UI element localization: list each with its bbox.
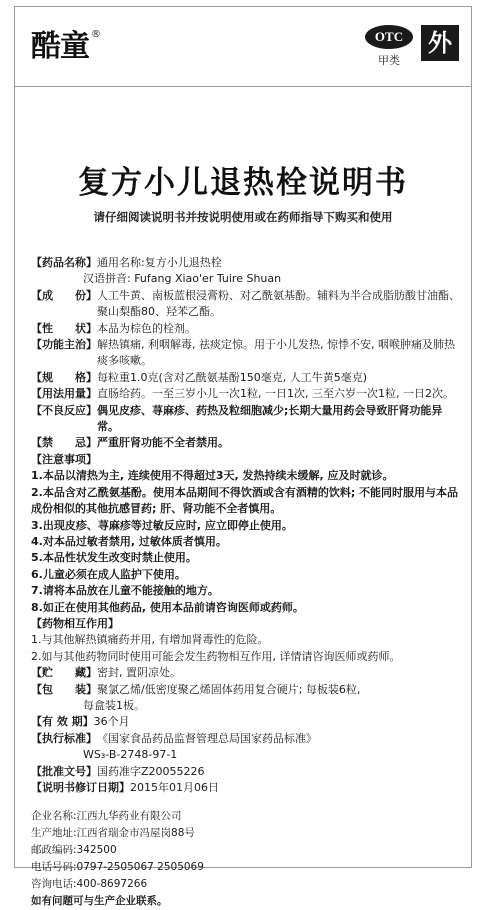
pinyin-name: 汉语拼音: Fufang Xiao'er Tuire Shuan [83,272,282,286]
section-label: 【包 装】 [31,682,97,696]
interaction-label: 【药物相互作用】 [31,616,119,630]
section-value: 通用名称:复方小儿退热栓 [97,256,222,269]
section-storage [31,665,461,681]
company-field-value: 0797-2505067 2505069 [76,861,204,874]
page-title: 复方小儿退热栓说明书 [78,165,408,201]
section-value: 严重肝肾功能不全者禁用。 [97,436,229,450]
company-address-row [31,825,461,842]
section-value: 本品为棕色的栓剂。 [97,321,196,335]
external-use-badge: 外 [421,25,459,61]
brand-logo [31,27,101,67]
section-approval [31,764,461,780]
section-label: 【贮 藏】 [31,666,97,680]
company-phone-row [31,859,461,876]
note-item: 6.儿童必须在成人监护下使用。 [31,567,186,581]
section-label: 【功能主治】 [31,338,97,352]
section-value: 每粒重1.0克(含对乙酰氨基酚150毫克, 人工牛黄5毫克) [97,370,368,384]
registered-mark: ® [91,29,101,40]
note-item: 2.本品含对乙酰氨基酚。使用本品期间不得饮酒或含有酒精的饮料; 不能同时服用与本品成份相似的其他抗感冒药; 肝、肾功能不全者慎用。 [31,485,459,516]
section-label: 【成 份】 [31,288,97,302]
section-indication [31,337,461,370]
company-name-row [31,808,461,825]
note-item: 5.本品性状发生改变时禁止使用。 [31,551,197,565]
section-label: 【药品名称】 [31,256,97,269]
section-value: 密封, 置阴凉处。 [97,666,181,680]
section-contraindication [31,435,461,451]
section-adverse [31,403,461,436]
company-field-label: 邮政编码: [31,844,77,857]
section-package [31,682,461,698]
section-value: 解热镇痛, 利咽解毒, 祛痰定惊。用于小儿发热, 惊悸不安, 咽喉肿痛及肺热痰多咳嗽。 [97,338,455,368]
note-item: 4.对本品过敏者禁用, 过敏体质者慎用。 [31,534,227,548]
section-label: 【禁 忌】 [31,436,97,450]
header-bar [15,7,471,87]
section-validity [31,714,461,730]
contact-note: 如有问题可与生产企业联系。 [31,895,168,908]
notes-label: 【注意事项】 [31,452,97,466]
page-subtitle: 请仔细阅读说明书并按说明使用或在药师指导下购买和使用 [93,210,393,224]
company-field-label: 企业名称: [31,810,77,823]
note-item: 1.本品以清热为主, 连续使用不得超过3天, 发热持续未缓解, 应及时就诊。 [31,469,394,483]
otc-badge [359,25,419,68]
section-revision [31,780,461,796]
company-consult-row [31,876,461,893]
otc-label: OTC [365,25,413,49]
section-value: 《国家食品药品监督管理总局国家药品标准》 [97,731,317,745]
interaction-item: 1.与其他解热镇痛药并用, 有增加肾毒性的危险。 [31,633,269,647]
section-value: 国药准字Z20055226 [97,764,205,778]
section-spec [31,370,461,386]
section-label: 【用法用量】 [31,387,97,401]
section-label: 【执行标准】 [31,731,97,745]
leaflet-frame [14,6,472,908]
leaflet-content [31,255,461,910]
section-composition [31,288,461,321]
section-standard [31,731,461,747]
package-continued: 每盒装1板。 [83,698,145,712]
section-label: 【性 状】 [31,321,97,335]
interaction-item: 2.如与其他药物同时使用可能会发生药物相互作用, 详情请咨询医师或药师。 [31,649,401,663]
section-name [31,255,461,271]
note-item: 7.请将本品放在儿童不能接触的地方。 [31,584,219,598]
company-field-label: 电话号码: [31,861,77,874]
section-label: 【有 效 期】 [31,715,94,729]
note-item: 3.出现皮疹、荨麻疹等过敏反应时, 应立即停止使用。 [31,518,293,532]
company-field-label: 咨询电话: [31,878,77,891]
company-field-value: 342500 [76,844,117,857]
note-item: 8.如正在使用其他药品, 使用本品前请咨询医师或药师。 [31,600,304,614]
section-label: 【说明书修订日期】 [31,781,130,794]
section-value: 偶见皮疹、荨麻疹、药热及粒细胞减少;长期大量用药会导致肝肾功能异常。 [97,403,443,434]
logo-text: 酷童 [31,29,89,64]
section-label: 【不良反应】 [31,403,97,417]
section-value: 36个月 [93,715,130,729]
company-field-value: 400-8697266 [76,878,148,891]
section-value: 2015年01月06日 [130,781,219,794]
company-field-value: 江西省瑞金市冯屋岗88号 [76,827,195,840]
section-label: 【批准文号】 [31,764,97,778]
company-postcode-row [31,842,461,859]
standard-code: WS₃-B-2748-97-1 [83,748,178,762]
otc-class: 甲类 [378,54,400,67]
company-field-value: 江西九华药业有限公司 [76,810,182,823]
section-usage [31,386,461,402]
section-value: 聚氯乙烯/低密度聚乙烯固体药用复合硬片; 每板装6粒, [97,682,361,696]
company-info [31,808,461,910]
section-label: 【规 格】 [31,370,97,384]
section-value: 直肠给药。一至三岁小儿一次1粒, 一日1次, 三至六岁一次1粒, 一日2次。 [97,387,454,401]
section-value: 人工牛黄、南板蓝根浸膏粉、对乙酰氨基酚。辅料为半合成脂肪酸甘油酯、聚山梨酯80、羟苯乙酯。 [97,288,460,319]
company-field-label: 生产地址: [31,827,77,840]
section-character [31,321,461,337]
